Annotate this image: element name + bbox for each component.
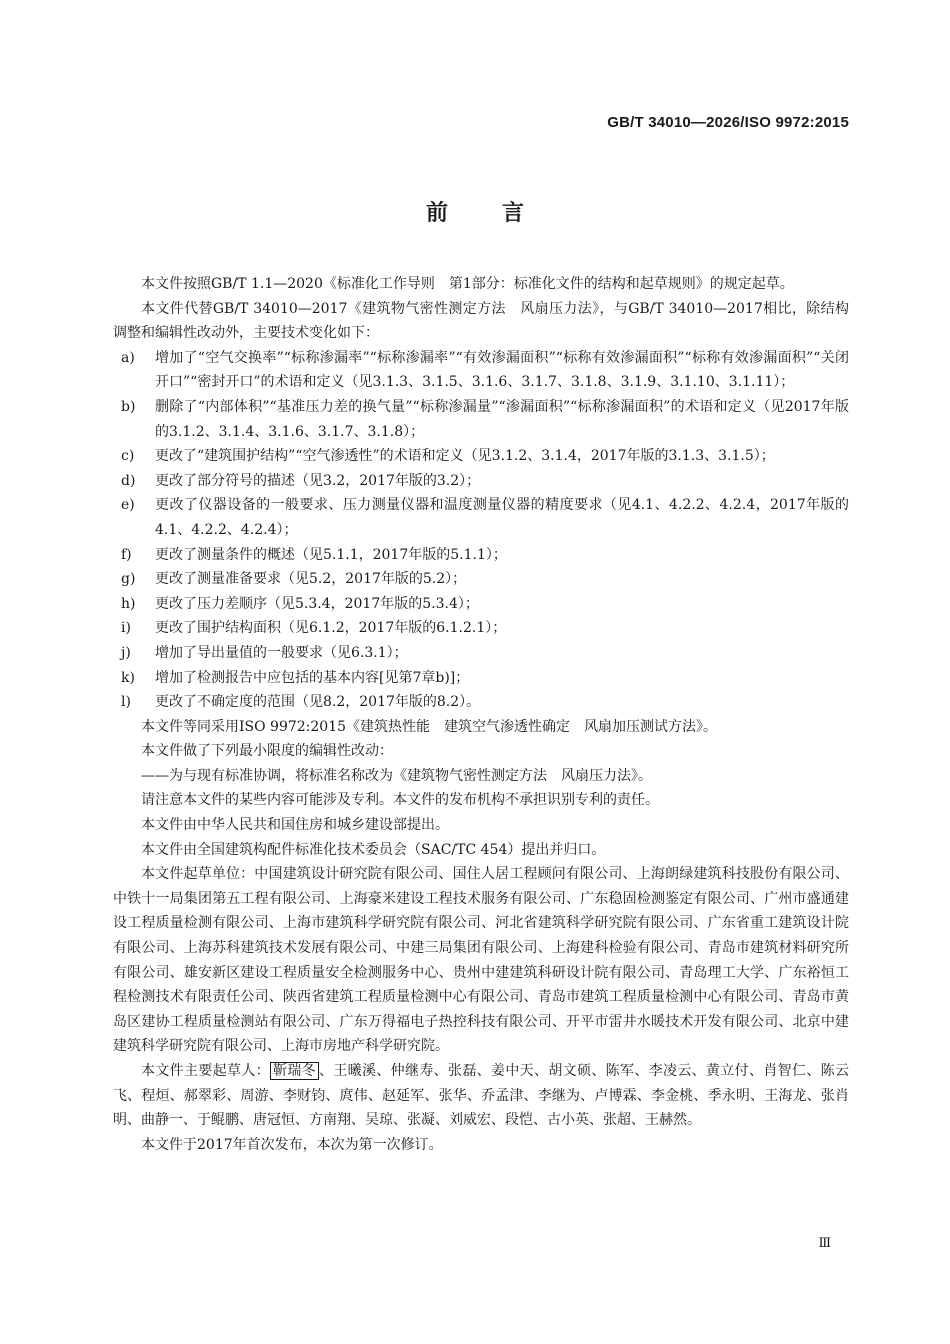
list-mark: k) [121, 669, 135, 686]
adoption-paragraph: 本文件等同采用ISO 9972:2015《建筑热性能 建筑空气渗透性确定 风扇加压测试方法》。 [141, 718, 718, 735]
committee-paragraph: 本文件由全国建筑构配件标准化技术委员会（SAC/TC 454）提出并归口。 [141, 841, 606, 858]
patent-paragraph: 请注意本文件的某些内容可能涉及专利。本文件的发布机构不承担识别专利的责任。 [141, 792, 659, 809]
document-body [113, 272, 849, 1157]
list-text: 更改了部分符号的描述（见3.2，2017年版的3.2）； [155, 472, 481, 489]
list-item [113, 346, 849, 395]
list-item [113, 690, 849, 715]
list-mark: a) [121, 349, 135, 366]
list-text: 更改了测量准备要求（见5.2，2017年版的5.2）； [155, 571, 467, 588]
intro-paragraph-2: 本文件代替GB/T 34010—2017《建筑物气密性测定方法 风扇压力法》，与GB/T 34010—2017相比，除结构调整和编辑性改动外，主要技术变化如下： [113, 300, 849, 342]
list-text: 增加了检测报告中应包括的基本内容[见第7章b)]； [155, 669, 470, 686]
intro-paragraph-1: 本文件按照GB/T 1.1—2020《标准化工作导则 第1部分：标准化文件的结构和起草规则》的规定起草。 [141, 276, 794, 292]
list-item [113, 567, 849, 592]
list-text: 删除了“内部体积”“基准压力差的换气量”“标称渗漏量”“渗漏面积”“标称渗漏面积”的术语和定义（见2017年版的3.1.2、3.1.4、3.1.6、3.1.7、3.1.8）； [155, 398, 849, 440]
list-mark: f) [121, 546, 132, 563]
list-item [113, 543, 849, 568]
list-item [113, 493, 849, 542]
drafter-first: 靳瑞冬 [270, 1062, 319, 1080]
dash-item: ——为与现有标准协调，将标准名称改为《建筑物气密性测定方法 风扇压力法》。 [141, 767, 652, 784]
standard-code: GB/T 34010—2026/ISO 9972:2015 [607, 114, 849, 131]
list-mark: d) [121, 472, 136, 489]
list-text: 更改了测量条件的概述（见5.1.1，2017年版的5.1.1）； [155, 546, 507, 563]
list-mark: j) [121, 644, 131, 661]
list-text: 更改了仪器设备的一般要求、压力测量仪器和温度测量仪器的精度要求（见4.1、4.2.2、4.2.4，2017年版的4.1、4.2.2、4.2.4）； [155, 497, 849, 538]
list-text: 更改了压力差顺序（见5.3.4，2017年版的5.3.4）； [155, 595, 479, 612]
drafters-paragraph [113, 1059, 849, 1133]
list-item [113, 444, 849, 469]
drafting-units-paragraph: 本文件起草单位：中国建筑设计研究院有限公司、国住人居工程顾问有限公司、上海朗绿建筑科技股份有限公司、中铁十一局集团第五工程有限公司、上海豪米建设工程技术服务有限公司、广东稳固检测鉴定有限公司、广州市盛通建设工程质量检测有限公司、上海市建筑科学研究院有限公司、河北省建筑科学研究院有限公司、广东省重工建筑设计院有限公司、上海苏科建筑技术发展有限公司、中建三局集团有限公司、上海建科检验有限公司、青岛市建筑材料研究所有限公司、雄安新区建设工程质量安全检测服务中心、贵州中建建筑科研设计院有限公司、青岛理工大学、广东裕恒工程检测技术有限责任公司、陕西省建筑工程质量检测中心有限公司、青岛市建筑工程质量检测中心有限公司、青岛市黄岛区建协工程质量检测站有限公司、广东万得福电子热控科技有限公司、开平市雷井水暖技术开发有限公司、北京中建建筑科学研究院有限公司、上海市房地产科学研究院。 [113, 866, 849, 1055]
list-mark: b) [121, 398, 136, 415]
editorial-changes-paragraph: 本文件做了下列最小限度的编辑性改动： [141, 743, 393, 760]
page-number: Ⅲ [818, 1236, 831, 1251]
proposer-paragraph: 本文件由中华人民共和国住房和城乡建设部提出。 [141, 817, 449, 834]
list-item [113, 395, 849, 444]
page-title: 前言 [425, 201, 578, 226]
list-item [113, 616, 849, 641]
list-mark: h) [121, 595, 136, 612]
drafters-rest: 、王曦溪、仲继寿、张磊、姜中天、胡文硕、陈军、李凌云、黄立付、肖智仁、陈云飞、程烜、郝翠彩、周游、李财钧、庹伟、赵延军、张华、乔孟津、李继为、卢博霖、李金桃、季永明、王海龙、张肖明、曲静一、于鲲鹏、唐冠恒、方南翔、吴琼、张凝、刘威宏、段恺、古小英、张超、王赫然。 [113, 1063, 849, 1129]
list-text: 更改了“建筑围护结构”“空气渗透性”的术语和定义（见3.1.2、3.1.4，2017年版的3.1.3、3.1.5）； [155, 448, 775, 465]
list-mark: c) [121, 448, 135, 465]
list-text: 更改了不确定度的范围（见8.2，2017年版的8.2）。 [155, 694, 481, 711]
list-item [113, 641, 849, 666]
drafters-prefix: 本文件主要起草人： [141, 1063, 270, 1079]
list-mark: l) [121, 694, 131, 711]
history-paragraph: 本文件于2017年首次发布，本次为第一次修订。 [141, 1136, 443, 1153]
list-mark: i) [121, 620, 131, 637]
changes-list [113, 346, 849, 715]
list-text: 增加了导出量值的一般要求（见6.3.1）； [155, 644, 408, 661]
list-item [113, 469, 849, 494]
list-text: 更改了围护结构面积（见6.1.2，2017年版的6.1.2.1）； [155, 620, 507, 637]
list-item [113, 592, 849, 617]
list-text: 增加了“空气交换率”“标称渗漏率”“标称渗漏率”“有效渗漏面积”“标称有效渗漏面积”“标称有效渗漏面积”“关闭开口”“密封开口”的术语和定义（见3.1.3、3.1.5、3.1.6、3.1.7、3.1.8、3.1.9、3.1.10、3.1.11）； [155, 349, 849, 391]
list-mark: g) [121, 571, 136, 588]
list-mark: e) [121, 497, 135, 514]
list-item [113, 666, 849, 691]
